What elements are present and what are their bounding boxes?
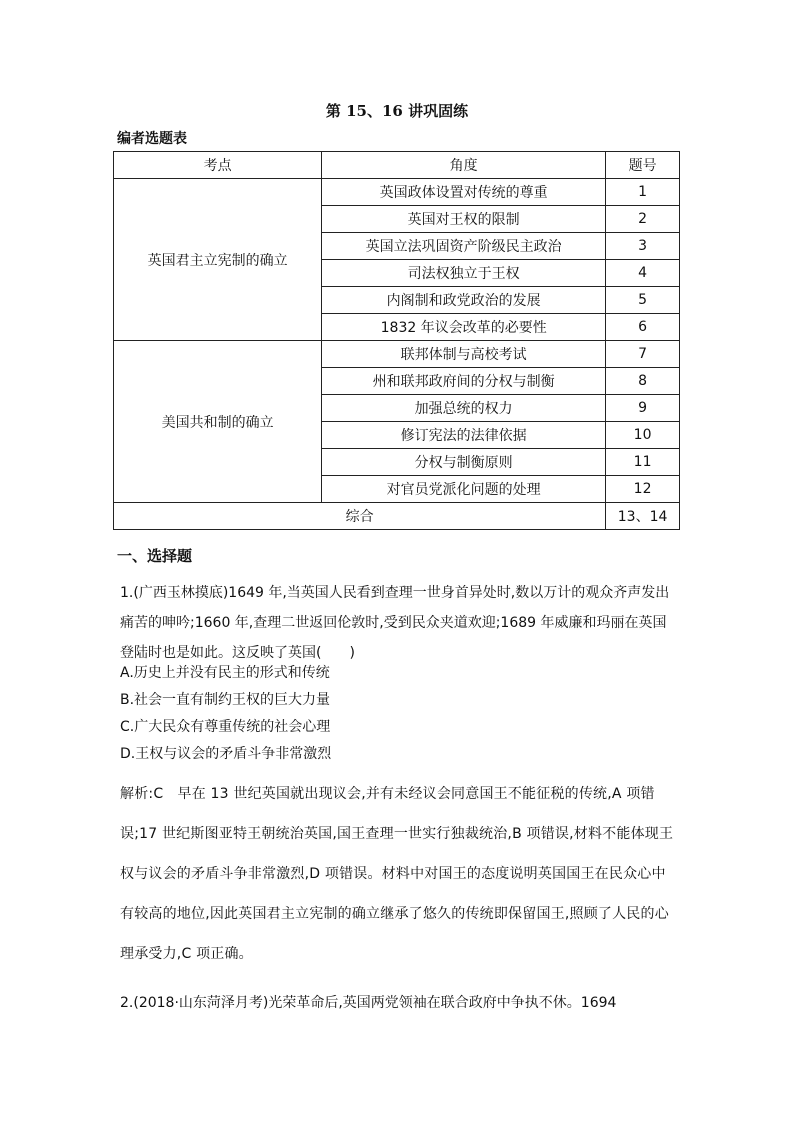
number-cell: 5 bbox=[606, 287, 680, 314]
number-cell: 6 bbox=[606, 314, 680, 341]
header-angle: 角度 bbox=[322, 152, 606, 179]
question-1-stem: 1.(广西玉林摸底)1649 年,当英国人民看到查理一世身首异处时,数以万计的观众齐声发出痛苦的呻吟;1660 年,查理二世返回伦敦时,受到民众夹道欢迎;1689 年威廉和玛丽在英国登陆时也是如此。这反映了英国( ) bbox=[120, 585, 670, 661]
summary-label: 综合 bbox=[114, 503, 606, 530]
number-cell: 7 bbox=[606, 341, 680, 368]
number-cell: 8 bbox=[606, 368, 680, 395]
page-title: 第 15、16 讲巩固练 bbox=[325, 102, 469, 120]
table-row bbox=[114, 179, 680, 206]
angle-cell: 1832 年议会改革的必要性 bbox=[322, 314, 606, 341]
table-row bbox=[114, 341, 680, 368]
number-cell: 3 bbox=[606, 233, 680, 260]
number-cell: 2 bbox=[606, 206, 680, 233]
number-cell: 11 bbox=[606, 449, 680, 476]
table-header-row bbox=[114, 152, 680, 179]
table-label: 编者选题表 bbox=[117, 131, 187, 147]
angle-cell: 州和联邦政府间的分权与制衡 bbox=[322, 368, 606, 395]
option-a: A.历史上并没有民主的形式和传统 bbox=[120, 665, 330, 681]
question-2-stem: 2.(2018·山东菏泽月考)光荣革命后,英国两党领袖在联合政府中争执不休。1694 bbox=[120, 995, 617, 1011]
angle-cell: 联邦体制与高校考试 bbox=[322, 341, 606, 368]
angle-cell: 司法权独立于王权 bbox=[322, 260, 606, 287]
number-cell: 1 bbox=[606, 179, 680, 206]
angle-cell: 英国立法巩固资产阶级民主政治 bbox=[322, 233, 606, 260]
option-c: C.广大民众有尊重传统的社会心理 bbox=[120, 719, 331, 735]
angle-cell: 分权与制衡原则 bbox=[322, 449, 606, 476]
option-d: D.王权与议会的矛盾斗争非常激烈 bbox=[120, 746, 332, 762]
question-1-analysis: 解析:C 早在 13 世纪英国就出现议会,并有未经议会同意国王不能征税的传统,A 项错误;17 世纪斯图亚特王朝统治英国,国王查理一世实行独裁统治,B 项错误,材料不能体现王权与议会的矛盾斗争非常激烈,D 项错误。材料中对国王的态度说明英国国王在民众心中有较高的地位,因此英国君主立宪制的确立继承了悠久的传统即保留国王,照顾了人民的心理承受力,C 项正确。 bbox=[120, 786, 674, 962]
section-heading: 一、选择题 bbox=[117, 547, 193, 565]
header-number: 题号 bbox=[606, 152, 680, 179]
number-cell: 12 bbox=[606, 476, 680, 503]
angle-cell: 英国对王权的限制 bbox=[322, 206, 606, 233]
number-cell: 10 bbox=[606, 422, 680, 449]
angle-cell: 修订宪法的法律依据 bbox=[322, 422, 606, 449]
angle-cell: 英国政体设置对传统的尊重 bbox=[322, 179, 606, 206]
summary-row bbox=[114, 503, 680, 530]
topic-cell: 美国共和制的确立 bbox=[114, 341, 322, 503]
angle-cell: 内阁制和政党政治的发展 bbox=[322, 287, 606, 314]
topic-cell: 英国君主立宪制的确立 bbox=[114, 179, 322, 341]
number-cell: 4 bbox=[606, 260, 680, 287]
angle-cell: 加强总统的权力 bbox=[322, 395, 606, 422]
number-cell: 9 bbox=[606, 395, 680, 422]
topic-selection-table bbox=[113, 151, 680, 530]
option-b: B.社会一直有制约王权的巨大力量 bbox=[120, 692, 331, 708]
header-topic: 考点 bbox=[114, 152, 322, 179]
angle-cell: 对官员党派化问题的处理 bbox=[322, 476, 606, 503]
question-1-options bbox=[120, 660, 331, 768]
summary-number: 13、14 bbox=[606, 503, 680, 530]
